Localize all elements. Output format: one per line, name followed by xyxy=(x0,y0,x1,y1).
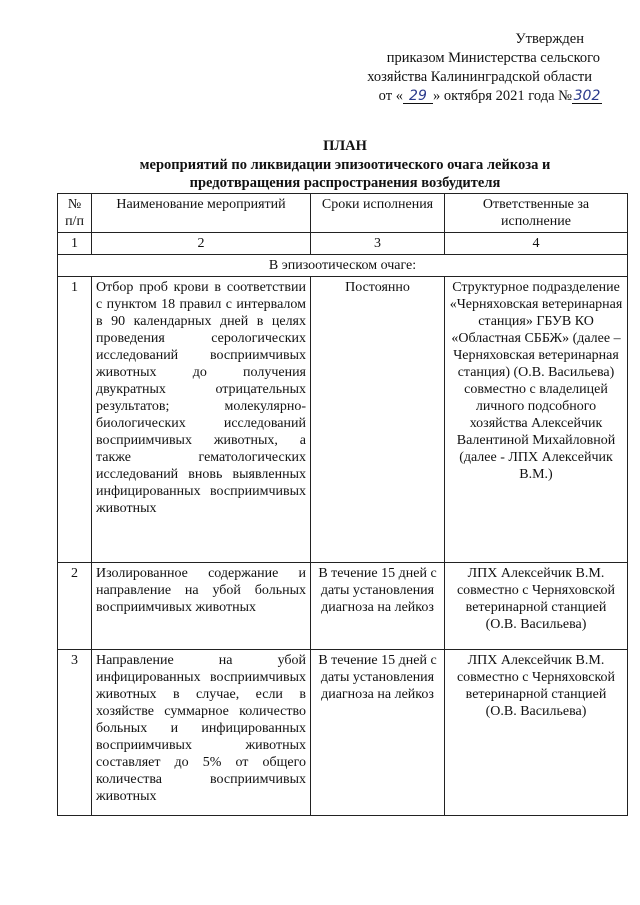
header-num: № п/п xyxy=(58,194,92,233)
document-subtitle xyxy=(60,156,630,192)
approval-line-3: хозяйства Калининградской области xyxy=(367,69,592,85)
handwritten-order-number: 302 xyxy=(573,88,601,104)
section-title: В эпизоотическом очаге: xyxy=(58,255,628,277)
column-number: 3 xyxy=(311,233,445,255)
row-number: 2 xyxy=(58,563,92,650)
header-responsible: Ответственные за исполнение xyxy=(445,194,628,233)
approval-line-4 xyxy=(340,87,620,106)
approval-date-mid: » октября 2021 года № xyxy=(432,88,572,104)
handwritten-day: 29 xyxy=(403,89,433,104)
measure-responsible: Структурное подразделение «Черняховская ветеринарная станция» ГБУВ КО «Областная СББЖ» (далее – Черняховская ветеринарная станция) (О.В. Васильева) совместно с владелицей личного подсобного хозяйства Алексейчик Валентиной Михайловной (далее - ЛПХ Алексейчик В.М.) xyxy=(445,277,628,563)
measure-name: Изолированное содержание и направление на убой больных восприимчивых животных xyxy=(92,563,311,650)
measure-terms: Постоянно xyxy=(311,277,445,563)
approval-line-2: приказом Министерства сельского xyxy=(386,50,600,66)
column-number-row xyxy=(58,233,628,255)
header-name: Наименование мероприятий xyxy=(92,194,311,233)
subtitle-line-1: мероприятий по ликвидации эпизоотического очага лейкоза и xyxy=(139,157,551,173)
document-title: ПЛАН xyxy=(323,138,367,154)
measure-terms: В течение 15 дней с даты установления диагноза на лейкоз xyxy=(311,563,445,650)
table-header-row xyxy=(58,194,628,233)
subtitle-line-2: предотвращения распространения возбудителя xyxy=(189,175,501,191)
column-number: 4 xyxy=(445,233,628,255)
row-number: 3 xyxy=(58,650,92,816)
table-row xyxy=(58,277,628,563)
row-number: 1 xyxy=(58,277,92,563)
measure-responsible: ЛПХ Алексейчик В.М. совместно с Черняховской ветеринарной станцией (О.В. Васильева) xyxy=(445,650,628,816)
measure-responsible: ЛПХ Алексейчик В.М. совместно с Черняховской ветеринарной станцией (О.В. Васильева) xyxy=(445,563,628,650)
column-number: 2 xyxy=(92,233,311,255)
section-row xyxy=(58,255,628,277)
header-terms: Сроки исполнения xyxy=(311,194,445,233)
table-row xyxy=(58,650,628,816)
approval-line-1: Утвержден xyxy=(515,31,584,47)
measure-name: Отбор проб крови в соответствии с пунктом 18 правил с интервалом в 90 календарных дней в целях проведения серологических исследований восприимчивых животных до получения двукратных отрицательных результатов; молекулярно-биологических исследований восприимчивых животных, а также гематологических исследований вновь выявленных инфицированных восприимчивых животных xyxy=(92,277,311,563)
table-row xyxy=(58,563,628,650)
approval-date-prefix: от « xyxy=(378,88,403,104)
approval-stamp xyxy=(340,30,620,106)
measure-name: Направление на убой инфицированных восприимчивых животных в случае, если в хозяйстве суммарное количество больных и инфицированных восприимчивых животных составляет до 5% от общего количества восприимчивых животных xyxy=(92,650,311,816)
plan-table xyxy=(57,193,628,816)
measure-terms: В течение 15 дней с даты установления диагноза на лейкоз xyxy=(311,650,445,816)
column-number: 1 xyxy=(58,233,92,255)
